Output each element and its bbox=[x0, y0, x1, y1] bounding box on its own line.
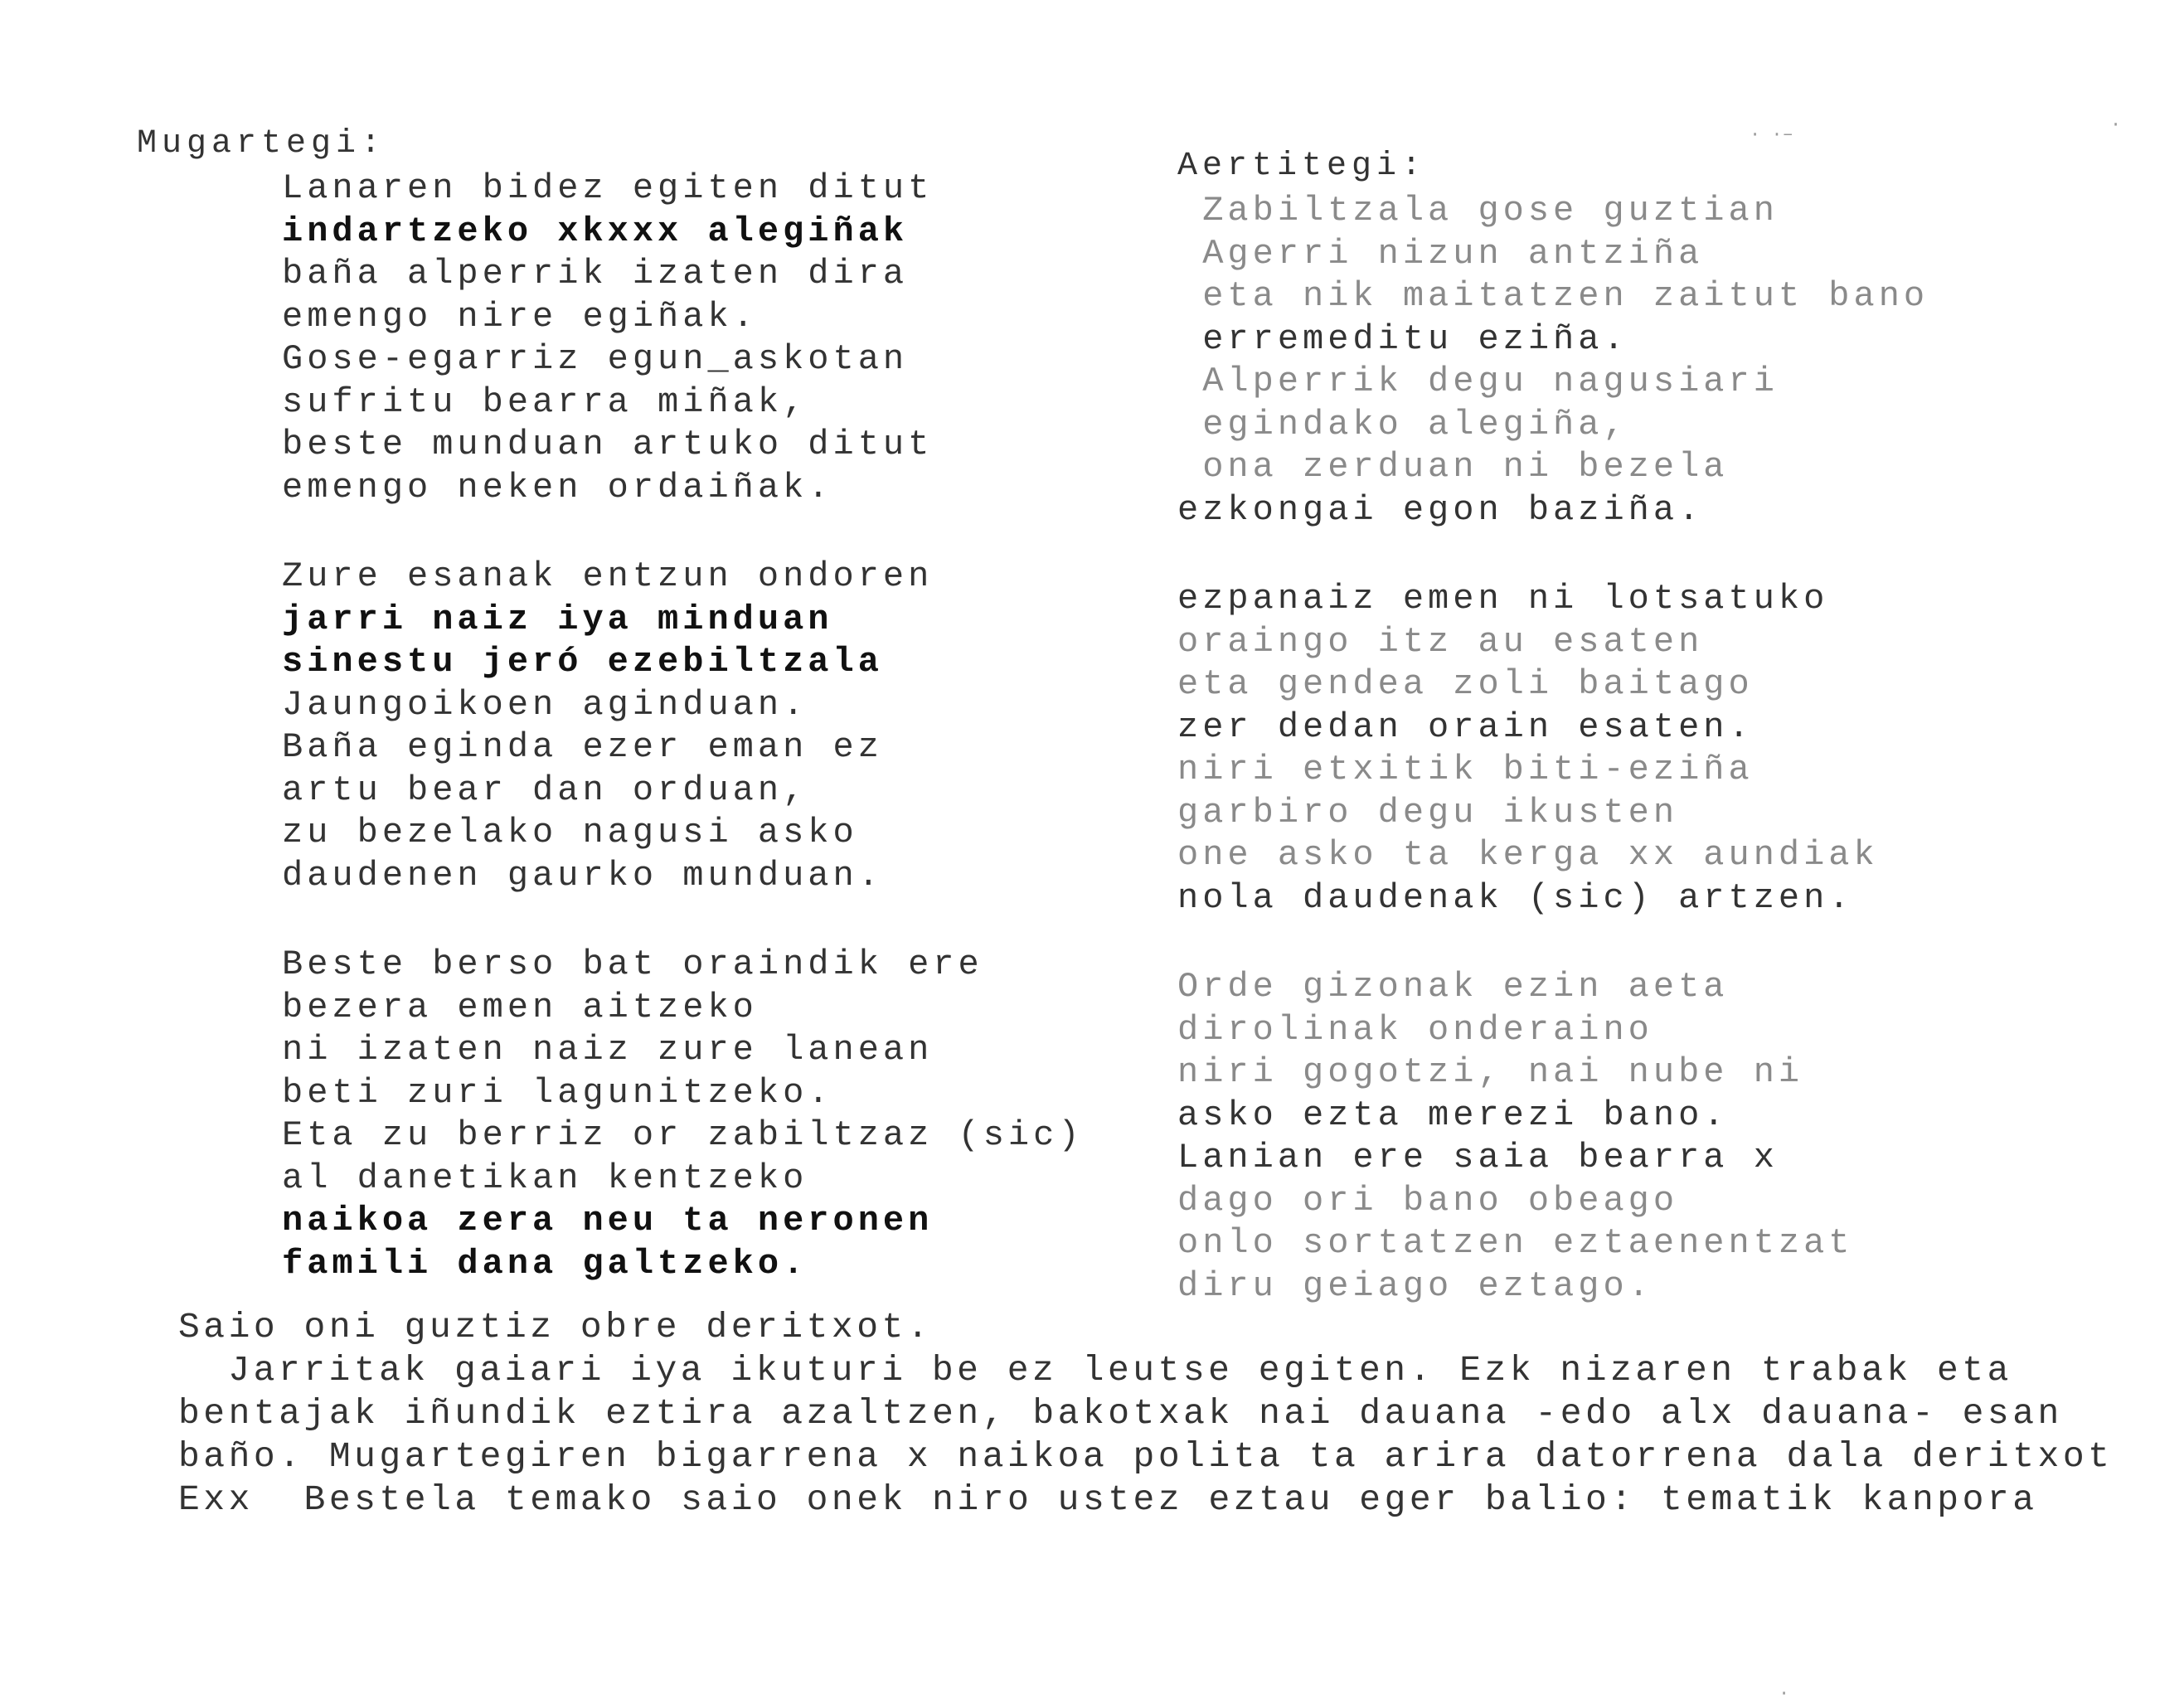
verse-line: ezkongai egon baziña. bbox=[1177, 489, 1704, 530]
verse-line: zer dedan orain esaten. bbox=[1177, 706, 1754, 747]
verse-line: sinestu jeró ezebiltzala bbox=[282, 642, 883, 682]
verse-line: naikoa zera neu ta neronen bbox=[282, 1201, 934, 1240]
verse-line: onlo sortatzen eztaenentzat bbox=[1177, 1223, 1854, 1263]
verse-line: Baña eginda ezer eman ez bbox=[282, 727, 883, 767]
verse-line: garbiro degu ikusten bbox=[1177, 792, 1679, 833]
comment-line: Exx Bestela temako saio onek niro ustez eztau eger balio: tematik kanpora bbox=[178, 1479, 2038, 1520]
verse-line: niri etxitik biti-eziña bbox=[1177, 750, 1754, 789]
paper-speck: · ·– bbox=[1750, 124, 1793, 145]
comment-line: baño. Mugartegiren bigarrena x naikoa polita ta arira datorrena dala deritxot bbox=[178, 1436, 2114, 1477]
stanza-left-3 bbox=[282, 944, 1132, 1285]
stanza-right-1 bbox=[1177, 190, 2131, 532]
verse-line: dirolinak onderaino bbox=[1177, 1009, 1653, 1050]
verse-line: Beste berso bat oraindik ere bbox=[282, 944, 983, 984]
verse-line: baña alperrik izaten dira bbox=[282, 254, 909, 294]
verse-line: diru geiago eztago. bbox=[1177, 1265, 1653, 1306]
verse-line: beste munduan artuko ditut bbox=[282, 425, 934, 464]
paper-speck: · bbox=[2110, 114, 2122, 135]
verse-line: eta nik maitatzen zaitut bano bbox=[1177, 276, 1929, 316]
verse-line: al danetikan kentzeko bbox=[282, 1158, 808, 1198]
verse-line: Agerri nizun antziña bbox=[1177, 233, 1704, 274]
verse-line: Zure esanak entzun ondoren bbox=[282, 556, 934, 596]
verse-line: sufritu bearra miñak, bbox=[282, 381, 808, 422]
verse-line: one asko ta kerga xx aundiak bbox=[1177, 835, 1879, 875]
verse-line: ezpanaiz emen ni lotsatuko bbox=[1177, 579, 1829, 619]
paper-speck: · bbox=[1779, 1683, 1790, 1704]
critique-paragraph bbox=[178, 1306, 2152, 1522]
verse-line: Zabiltzala gose guztian bbox=[1177, 191, 1779, 231]
verse-line: asko ezta merezi bano. bbox=[1177, 1095, 1729, 1135]
comment-line: Jarritak gaiari iya ikuturi be ez leutse egiten. Ezk nizaren trabak eta bbox=[203, 1350, 2012, 1391]
verse-line: bezera emen aitzeko bbox=[282, 987, 758, 1027]
verse-line: ona zerduan ni bezela bbox=[1177, 447, 1729, 487]
verse-line: beti zuri lagunitzeko. bbox=[282, 1072, 833, 1113]
left-verses bbox=[137, 123, 1132, 1285]
comment-line: Saio oni guztiz obre deritxot. bbox=[178, 1307, 933, 1347]
stanza-left-1 bbox=[282, 167, 1132, 509]
speaker-name-left: Mugartegi: bbox=[137, 125, 386, 163]
verse-line: daudenen gaurko munduan. bbox=[282, 855, 883, 896]
stanza-left-2 bbox=[282, 556, 1132, 897]
verse-line: jarri naiz iya minduan bbox=[282, 599, 833, 639]
right-verses bbox=[1177, 145, 2131, 1308]
verse-line: artu bear dan orduan, bbox=[282, 769, 808, 810]
verse-line: Jaungoikoen aginduan. bbox=[282, 684, 808, 725]
verse-line: emengo nire egiñak. bbox=[282, 296, 758, 337]
verse-line: Gose-egarriz egun_askotan bbox=[282, 339, 909, 379]
comment-line: bentajak iñundik eztira azaltzen, bakotxak nai dauana -edo alx dauana- esan bbox=[178, 1393, 2063, 1434]
verse-line: eta gendea zoli baitago bbox=[1177, 664, 1754, 704]
verse-line: Alperrik degu nagusiari bbox=[1177, 362, 1779, 401]
verse-line: zu bezelako nagusi asko bbox=[282, 813, 858, 852]
verse-line: famili dana galtzeko. bbox=[282, 1243, 808, 1284]
verse-line: emengo neken ordaiñak. bbox=[282, 467, 833, 507]
verse-line: erremeditu eziña. bbox=[1177, 318, 1628, 359]
verse-line: Lanaren bidez egiten ditut bbox=[282, 168, 934, 208]
verse-line: nola daudenak (sic) artzen. bbox=[1177, 877, 1854, 918]
verse-line: egindako alegiña, bbox=[1177, 404, 1628, 444]
stanza-right-2 bbox=[1177, 578, 2131, 920]
stanza-right-3 bbox=[1177, 966, 2131, 1308]
verse-line: niri gogotzi, nai nube ni bbox=[1177, 1052, 1804, 1092]
speaker-name-right: Aertitegi: bbox=[1177, 148, 1427, 185]
verse-line: ni izaten naiz zure lanean bbox=[282, 1030, 934, 1070]
verse-line: dago ori bano obeago bbox=[1177, 1180, 1679, 1221]
verse-line: Eta zu berriz or zabiltzaz (sic) bbox=[282, 1115, 1084, 1155]
verse-line: oraingo itz au esaten bbox=[1177, 621, 1704, 662]
verse-line: Lanian ere saia bearra x bbox=[1177, 1138, 1779, 1177]
verse-line: Orde gizonak ezin aeta bbox=[1177, 967, 1729, 1007]
verse-line: indartzeko xkxxx alegiñak bbox=[282, 211, 909, 251]
